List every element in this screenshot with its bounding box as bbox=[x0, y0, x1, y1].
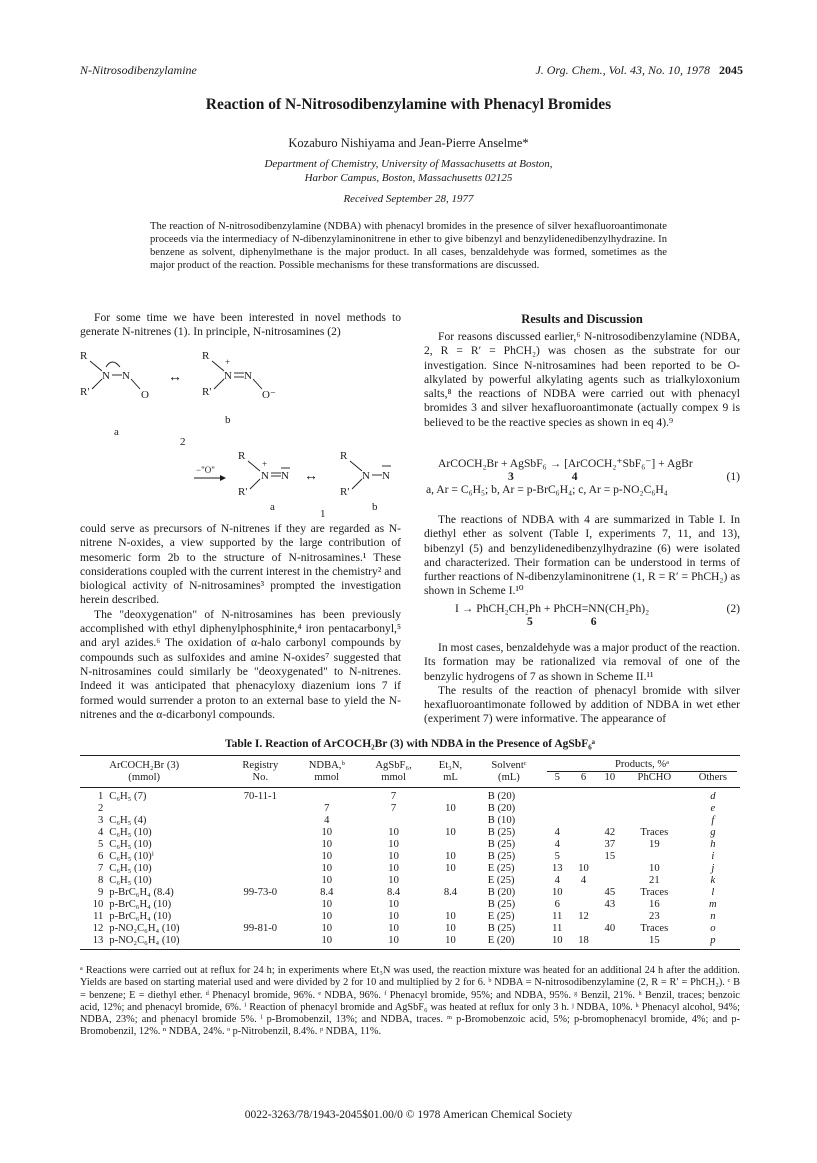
svg-text:R': R' bbox=[238, 486, 248, 498]
svg-text:N: N bbox=[261, 470, 269, 482]
results-paragraph-1: For reasons discussed earlier,⁶ N-nitrosodibenzylamine (NDBA, 2, R = R′ = PhCH₂) was chosen as the substrate for our investigation. Since N-nitrosamines had been reported to be O-alkylated by powerful alkylating agents such as trialkyloxonium salts,⁸ the reactions of NDBA were carried out with phenacyl bromides 3 and silver hexafluoroantimonate (actually compex 9 is believed to be the reactive species as shown in eq 4).⁹ bbox=[424, 330, 740, 429]
paper-title: Reaction of N-Nitrosodibenzylamine with Phenacyl Bromides bbox=[205, 96, 612, 113]
table-row: 11 p-BrC₆H₄ (10) 10 10 10 E (25) 11 12 23 n bbox=[93, 911, 716, 922]
col-header-arcoch: ArCOCH₂Br (3) bbox=[106, 756, 227, 773]
col-header-prod-6: 6 bbox=[570, 772, 596, 788]
running-header-left: N-Nitrosodibenzylamine bbox=[80, 63, 197, 77]
intro-paragraph-1: For some time we have been interested in novel methods to generate N-nitrenes (1). In principle, N-nitrosamines (2) bbox=[80, 311, 401, 339]
svg-text:↔: ↔ bbox=[168, 370, 182, 385]
intro-paragraph-3: The "deoxygenation" of N-nitrosamines has been previously accomplished with ethyl diphenylphosphinite,⁴ iron pentacarbonyl,⁵ and aryl azides.⁶ The oxidation of α-halo carbonyl compounds by compounds such as sulfoxides and amine N-oxides⁷ suggested that N-nitrosamines could similarly be "deoxygenated" to N-nitrenes. Indeed it was anticipated that phenacyloxy diazenium ions 7 if formed would surrender a proton to an external base to yield the N-nitrenes and the α-dicarbonyl compounds. bbox=[80, 607, 401, 721]
affiliation bbox=[0, 157, 817, 185]
svg-text:O⁻: O⁻ bbox=[262, 389, 276, 401]
table-row: 8 C₆H₅ (10) 10 10 E (25) 4 4 21 k bbox=[98, 875, 716, 886]
results-paragraph-4: The results of the reaction of phenacyl bromide with silver hexafluoroantimonate followed by addition of NDBA in wet ether (experiment 7) were informative. The appearance of bbox=[424, 683, 740, 726]
col-header-prod-10: 10 bbox=[597, 772, 623, 788]
results-table bbox=[80, 755, 740, 950]
col-header-products: Products, %ᵃ bbox=[544, 756, 740, 773]
svg-text:R': R' bbox=[80, 386, 90, 398]
col-header-agsbf: AgSbF₆, bbox=[360, 756, 427, 773]
svg-text:b: b bbox=[372, 501, 378, 513]
col-unit-ndba: mmol bbox=[294, 772, 360, 788]
equation-2-tag: (2) bbox=[726, 602, 740, 615]
svg-text:N: N bbox=[122, 370, 130, 382]
table-row: 7 C₆H₅ (10) 10 10 10 E (25) 13 10 10 j bbox=[98, 863, 715, 874]
affiliation-line-2: Harbor Campus, Boston, Massachusetts 02125 bbox=[304, 172, 513, 184]
intro-paragraph-2: could serve as precursors of N-nitrenes if they are regarded as N-nitrene N-oxides, a view supported by the large contribution of mesomeric form 2b to the structure of N-nitrosamines.¹ These considerations coupled with the current interest in the chemistry² and biological activity of N-nitrosamines³ prompted the investigation herein described. bbox=[80, 522, 401, 607]
col-header-registry: Registry bbox=[227, 756, 293, 773]
col-header-prod-5: 5 bbox=[544, 772, 570, 788]
svg-text:R: R bbox=[340, 450, 348, 462]
table-row: 3 C₆H₅ (4) 4 B (10) f bbox=[98, 815, 715, 826]
table-row: 5 C₆H₅ (10) 10 10 B (25) 4 37 19 h bbox=[98, 839, 716, 850]
svg-text:↔: ↔ bbox=[304, 469, 318, 484]
col-unit-arcoch: (mmol) bbox=[106, 772, 227, 788]
col-header-ndba: NDBA,ᵇ bbox=[294, 756, 360, 773]
equation-2-expression: I → PhCH₂CH₂Ph + PhCH=NN(CH₂Ph)₂ bbox=[455, 602, 650, 615]
table-title: Table I. Reaction of ArCOCH₂Br (3) with NDBA in the Presence of AgSbF₆ᵃ bbox=[224, 738, 596, 750]
scheme-drawing bbox=[80, 345, 401, 517]
page-number: 2045 bbox=[719, 63, 743, 77]
svg-text:N: N bbox=[281, 470, 289, 482]
table-row: 4 C₆H₅ (10) 10 10 10 B (25) 4 42 Traces g bbox=[98, 827, 716, 838]
svg-text:+: + bbox=[225, 357, 231, 367]
table-row: 13 p-NO₂C₆H₄ (10) 10 10 10 E (20) 10 18 15 p bbox=[80, 935, 740, 950]
svg-text:a: a bbox=[114, 426, 119, 438]
table-row: 10 p-BrC₆H₄ (10) 10 10 B (25) 6 43 16 m bbox=[92, 899, 717, 910]
equation-1-compound-numbers: 3 4 bbox=[508, 470, 578, 483]
equation-1-tag: (1) bbox=[726, 470, 740, 483]
section-heading: Results and Discussion bbox=[521, 312, 643, 326]
nitrosamine-resonance-scheme bbox=[80, 345, 401, 517]
svg-text:1: 1 bbox=[320, 508, 326, 517]
results-paragraph-2: The reactions of NDBA with 4 are summarized in Table I. In diethyl ether as solvent (Table I, experiments 7, 11, and 13), bibenzyl (5) and benzylidenedibenzylhydrazine (6) were isolated and characterized. Their formation can be understood in terms of further reactions of N-dibenzylaminonitrene (1, R = R′ = PhCH₂) as shown in Scheme I.¹⁰ bbox=[424, 513, 740, 598]
table-row: 6 C₆H₅ (10)ⁱ 10 10 10 B (25) 5 15 i bbox=[98, 851, 715, 862]
svg-text:b: b bbox=[225, 414, 231, 426]
svg-text:R: R bbox=[238, 450, 246, 462]
journal-citation: J. Org. Chem., Vol. 43, No. 10, 1978 bbox=[535, 63, 710, 77]
svg-text:O: O bbox=[141, 389, 149, 401]
col-unit-registry: No. bbox=[227, 772, 293, 788]
authors: Kozaburo Nishiyama and Jean-Pierre Anselme* bbox=[288, 136, 529, 150]
table-row: 12 p-NO₂C₆H₄ (10) 99-81-0 10 10 10 B (25) 11 40 Traces o bbox=[92, 923, 716, 934]
svg-text:N: N bbox=[224, 370, 232, 382]
intro-paragraphs bbox=[80, 522, 401, 722]
affiliation-line-1: Department of Chemistry, University of Massachusetts at Boston, bbox=[264, 158, 553, 170]
equation-1 bbox=[426, 456, 740, 496]
svg-text:N: N bbox=[244, 370, 252, 382]
table-body bbox=[80, 788, 740, 950]
svg-text:R: R bbox=[80, 350, 88, 362]
table-row: 9 p-BrC₆H₄ (8.4) 99-73-0 8.4 8.4 8.4 B (20) 10 45 Traces l bbox=[98, 887, 715, 898]
svg-text:−"O": −"O" bbox=[196, 465, 215, 475]
table-footnotes: ᵃ Reactions were carried out at reflux for 24 h; in experiments where Et₃N was used, the reaction mixture was heated for an additional 24 h after the addition. Yields are based on starting material used and were divided by 2 for 10 and multiplied by 2 for 6. ᵇ NDBA = N-nitrosodibenzylamine (2, R = R′ = PhCH₂). ᶜ B = benzene; E = diethyl ether. ᵈ Phenacyl bromide, 96%. ᵉ NDBA, 96%. ᶠ Phenacyl bromide, 95%; and NDBA, 95%. ᵍ Benzil, 21%. ʰ Benzil, traces; benzoic acid, 12%; and phenacyl bromide, 6%. ⁱ Reaction of phenacyl bromide and AgSbF₆ was heated at reflux for only 3 h. ʲ NDBA, 10%. ᵏ Phenacyl alcohol, 94%; NDBA, 23%; and phenacyl bromide 5%. ˡ p-Bromobenzil, 13%; and NDBA, traces. ᵐ p-Bromobenzoic acid, 5%; p-bromophenacyl bromide, 4%; and p-Bromobenzil, 12%. ⁿ NDBA, 24%. ᵒ p-Nitrobenzil, 8.4%. ᵖ NDBA, 11%. bbox=[80, 965, 740, 1038]
received-date: Received September 28, 1977 bbox=[343, 193, 474, 205]
col-unit-et3n: mL bbox=[427, 772, 474, 788]
equation-2-compound-numbers: 5 6 bbox=[527, 615, 597, 628]
table-row: 1 C₆H₅ (7) 70-11-1 7 B (20) d bbox=[98, 791, 716, 802]
col-unit-solvent: (mL) bbox=[474, 772, 544, 788]
col-header-solvent: Solventᶜ bbox=[474, 756, 544, 773]
abstract: The reaction of N-nitrosodibenzylamine (NDBA) with phenacyl bromides in the presence of silver hexafluoroantimonate proceeds via the intermediacy of N-dibenzylaminonitrene in ether to give bibenzyl and benzylidenedibenzylhydrazine. In benzene as solvent, diphenylmethane is the major product. In all cases, benzaldehyde was formed, sometimes as the major product of the reaction. Possible mechanisms for these transformations are discussed. bbox=[150, 221, 667, 271]
col-unit-agsbf: mmol bbox=[360, 772, 427, 788]
table-row: 2 7 7 10 B (20) e bbox=[98, 803, 716, 814]
svg-text:a: a bbox=[270, 501, 275, 513]
results-paragraph-3: In most cases, benzaldehyde was a major product of the reaction. Its formation may be rationalized via removal of one of the benzylic hydrogens of 7 as shown in Scheme II.¹¹ bbox=[424, 641, 740, 683]
svg-text:2: 2 bbox=[180, 436, 186, 448]
results-paragraphs bbox=[424, 641, 740, 727]
svg-text:N: N bbox=[382, 470, 390, 482]
svg-text:N: N bbox=[362, 470, 370, 482]
equation-2 bbox=[455, 602, 740, 628]
col-header-et3n: Et₃N, bbox=[427, 756, 474, 773]
col-header-others: Others bbox=[686, 772, 740, 788]
col-header-phcho: PhCHO bbox=[623, 772, 686, 788]
svg-text:+: + bbox=[262, 459, 268, 469]
svg-text:R': R' bbox=[340, 486, 350, 498]
running-header-right bbox=[535, 63, 743, 78]
copyright-footer: 0022-3263/78/1943-2045$01.00/0 © 1978 American Chemical Society bbox=[244, 1109, 573, 1121]
svg-text:R': R' bbox=[202, 386, 212, 398]
svg-text:R: R bbox=[202, 350, 210, 362]
svg-text:N: N bbox=[102, 370, 110, 382]
equation-1-substituents: a, Ar = C₆H₅; b, Ar = p-BrC₆H₄; c, Ar = p-NO₂C₆H₄ bbox=[426, 483, 668, 496]
equation-1-expression: ArCOCH₂Br + AgSbF₆ → [ArCOCH₂⁺SbF₆⁻] + AgBr bbox=[438, 457, 693, 470]
